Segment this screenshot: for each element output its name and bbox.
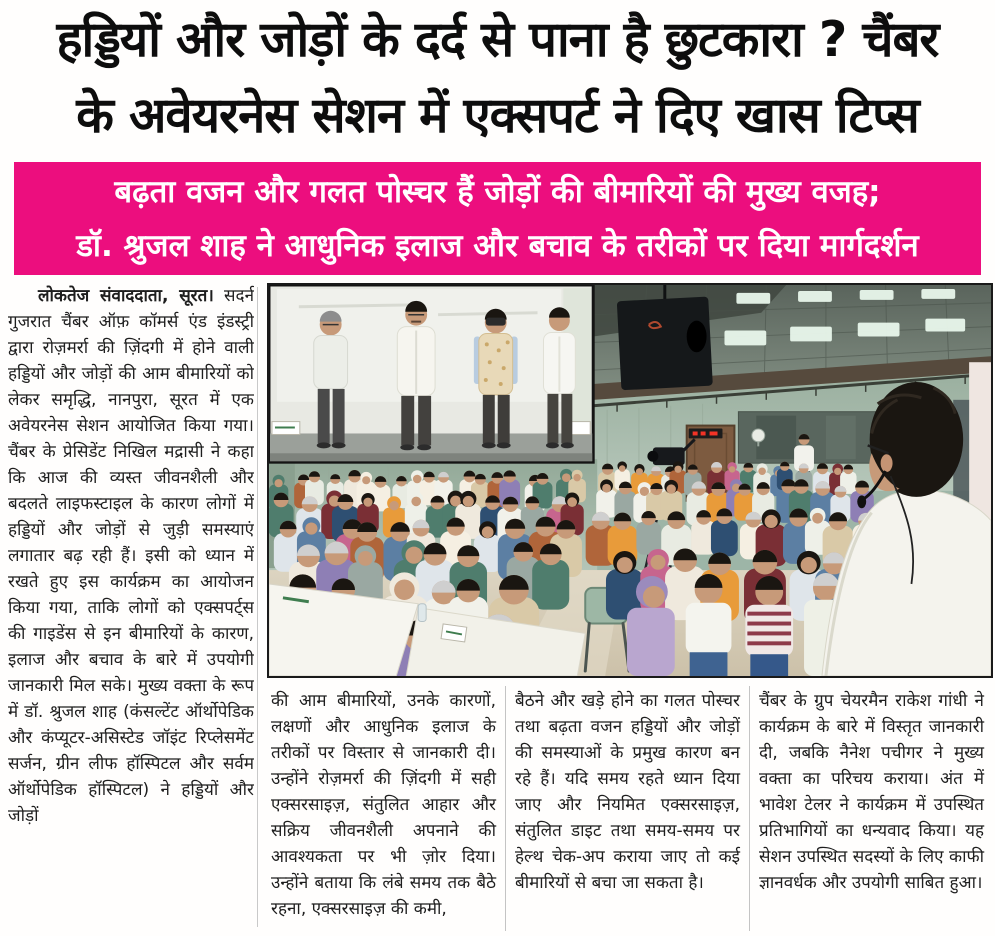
column-1-text: सदर्न गुजरात चैंबर ऑफ़ कॉमर्स एंड इंडस्ट्री द्वारा रोज़मर्रा की ज़िंदगी में होने वाली हड्डियों और जोड़ों की आम बीमारियों को लेकर समृद्धि, नानपुरा, सूरत में एक अवेयरनेस सेशन आयोजित किया गया। चैंबर के प्रेसिडेंट निखिल मद्रासी ने कहा कि आज की व्यस्त जीवनशैली और बदलते लाइफस्टाइल के कारण लोगों में हड्डियों और जोड़ों से जुड़ी समस्याएं लगातार बढ़ रही हैं। इसी को ध्यान में रखते हुए इस कार्यक्रम का आयोजन किया गया, ताकि लोगों को एक्सपर्ट्स की गाइडेंस से इन बीमारियों के कारण, इलाज और बचाव के बारे में उपयोगी जानकारी मिल सके। मुख्य वक्ता के रूप में डॉ. श्रुजल शाह (कंसल्टेंट ऑर्थोपेडिक और कंप्यूटर-असिस्टेड जॉइंट रिप्लेसमेंट सर्जन, ग्रीन लीफ हॉस्पिटल और सर्वम ऑर्थोपेडिक हॉस्पिटल) ने हड्डियों और जोड़ों [8,286,254,826]
subhead-banner [14,162,981,275]
inset-photo [269,285,593,462]
seminar-photo [267,283,993,678]
article-column-3: बैठने और खड़े होने का गलत पोस्चर तथा बढ़ता वजन हड्डियों और जोड़ों की समस्याओं के प्रमुख कारण बन रहे हैं। यदि समय रहते ध्यान दिया जाए और नियमित एक्सरसाइज़, संतुलित डाइट तथा समय-समय पर हेल्थ चेक-अप कराया जाए तो कई बीमारियों से बचा जा सकता है। [505,686,749,931]
seminar-photo-art [269,285,991,676]
dateline: लोकतेज संवाददाता, सूरत। [38,286,214,306]
article-column-1 [8,283,254,931]
headline-line-1: हड्डियों और जोड़ों के दर्द से पाना है छुटकारा ? चैंबर [56,11,939,68]
lower-columns [262,686,993,931]
article-body [0,283,995,933]
article-column-4: चैंबर के ग्रुप चेयरमैन राकेश गांधी ने कार्यक्रम के बारे में विस्तृत जानकारी दी, जबकि नैनेश पचीगर ने मुख्य वक्ता का परिचय कराया। अंत में भावेश टेलर ने कार्यक्रम में उपस्थित प्रतिभागियों का धन्यवाद किया। यह सेशन उपस्थित सदस्यों के लिए काफी ज्ञानवर्धक और उपयोगी साबित हुआ। [749,686,993,931]
article-column-2: की आम बीमारियों, उनके कारणों, लक्षणों और आधुनिक इलाज के तरीकों पर विस्तार से जानकारी दी। उन्होंने रोज़मर्रा की ज़िंदगी में सही एक्सरसाइज़, संतुलित आहार और सक्रिय जीवनशैली अपनाने की आवश्यकता पर भी ज़ोर दिया। उन्होंने बताया कि लंबे समय तक बैठे रहना, एक्सरसाइज़ की कमी, [271,691,496,919]
banner-line-2: डॉ. श्रुजल शाह ने आधुनिक इलाज और बचाव के तरीकों पर दिया मार्गदर्शन [76,227,919,264]
hanging-speaker-box [617,285,713,390]
column-rule [257,287,258,927]
led-clock [689,429,723,439]
headline-line-2: के अवेयरनेस सेशन में एक्सपर्ट ने दिए खास टिप्स [76,87,919,144]
headline [6,2,989,158]
banner-line-1: बढ़ता वजन और गलत पोस्चर हैं जोड़ों की बीमारियों की मुख्य वजह; [114,173,881,210]
